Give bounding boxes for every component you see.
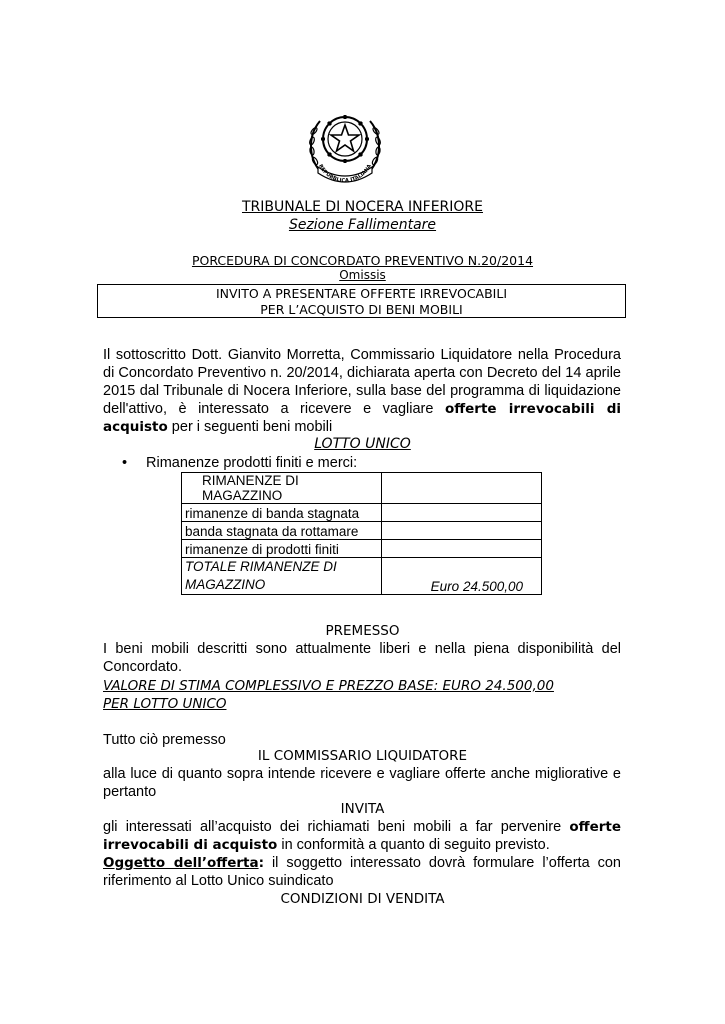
oggetto-label: Oggetto dell’offerta <box>103 855 259 871</box>
table-row <box>182 504 542 522</box>
condizioni-heading: CONDIZIONI DI VENDITA <box>280 891 445 907</box>
intro-text: Il sottoscritto Dott. Gianvito Morretta, Commissario Liquidatore nella Procedura di Concordato Preventivo n. 20/2014, dichiarata aperta con Decreto del 14 aprile 2015 dal Tribunale di Nocera Inferiore, sulla base del programma di liquidazione dell'attivo, è interessato a ricevere e vagliare <box>103 347 621 417</box>
bullet-text: Rimanenze prodotti finiti e merci: <box>146 455 358 471</box>
omissis-label: Omissis <box>339 268 386 282</box>
invita-paragraph <box>103 818 621 854</box>
inventory-table <box>181 472 542 595</box>
table-header-row <box>182 473 542 504</box>
valore-line-1: VALORE DI STIMA COMPLESSIVO E PREZZO BASE: EURO 24.500,00 <box>103 678 554 694</box>
invita-text-before: gli interessati all’acquisto dei richiamati beni mobili a far pervenire <box>103 819 562 835</box>
invitation-box <box>97 284 626 318</box>
italian-republic-emblem-icon <box>306 101 384 187</box>
table-cell: banda stagnata da rottamare <box>182 522 382 540</box>
table-cell: rimanenze di prodotti finiti <box>182 540 382 558</box>
procedure-title: PORCEDURA DI CONCORDATO PREVENTIVO N.20/2014 <box>191 253 534 268</box>
table-header-value <box>382 473 542 504</box>
table-value-cell <box>382 504 542 522</box>
table-value-cell <box>382 522 542 540</box>
oggetto-text: il soggetto interessato dovrà formulare l’offerta con riferimento al Lotto Unico suindicato <box>103 855 621 889</box>
court-section: Sezione Fallimentare <box>288 217 437 233</box>
oggetto-colon: : <box>258 855 264 871</box>
intro-bold-offers: offerte irrevocabili di acquisto <box>103 401 622 435</box>
invitation-line-2: PER L’ACQUISTO DI BENI MOBILI <box>260 302 463 317</box>
commissario-paragraph: alla luce di quanto sopra intende ricevere e vagliare offerte anche migliorative e pertanto <box>103 766 621 800</box>
table-header-cell: RIMANENZE DI MAGAZZINO <box>182 473 382 504</box>
table-total-label <box>182 558 382 595</box>
table-row <box>182 522 542 540</box>
intro-paragraph <box>103 346 621 436</box>
invita-text-after: in conformità a quanto di seguito previsto. <box>277 837 550 853</box>
bullet-item <box>122 455 357 471</box>
commissario-heading: IL COMMISSARIO LIQUIDATORE <box>257 748 468 764</box>
premesso-paragraph: I beni mobili descritti sono attualmente liberi e nella piena disponibilità del Concordato. <box>103 641 621 675</box>
table-row <box>182 540 542 558</box>
oggetto-paragraph <box>103 854 621 890</box>
invita-heading: INVITA <box>340 801 385 817</box>
total-line-1: TOTALE RIMANENZE DI <box>185 559 337 574</box>
table-cell: rimanenze di banda stagnata <box>182 504 382 522</box>
table-total-row <box>182 558 542 595</box>
lotto-title: LOTTO UNICO <box>314 436 411 452</box>
valore-line-2: PER LOTTO UNICO <box>103 696 227 712</box>
invitation-line-1: INVITO A PRESENTARE OFFERTE IRREVOCABILI <box>215 286 508 301</box>
invita-bold-offers: offerte irrevocabili di acquisto <box>103 819 622 853</box>
tutto-premesso: Tutto ciò premesso <box>103 732 226 748</box>
intro-after: per i seguenti beni mobili <box>167 419 333 435</box>
premesso-heading: PREMESSO <box>325 623 400 639</box>
table-value-cell <box>382 540 542 558</box>
bullet-symbol: • <box>122 455 128 471</box>
total-line-2: MAGAZZINO <box>185 577 266 592</box>
court-title: TRIBUNALE DI NOCERA INFERIORE <box>241 199 483 215</box>
table-total-value: Euro 24.500,00 <box>382 558 542 595</box>
svg-text:REPUBBLICA ITALIANA: REPUBBLICA ITALIANA <box>317 163 373 185</box>
